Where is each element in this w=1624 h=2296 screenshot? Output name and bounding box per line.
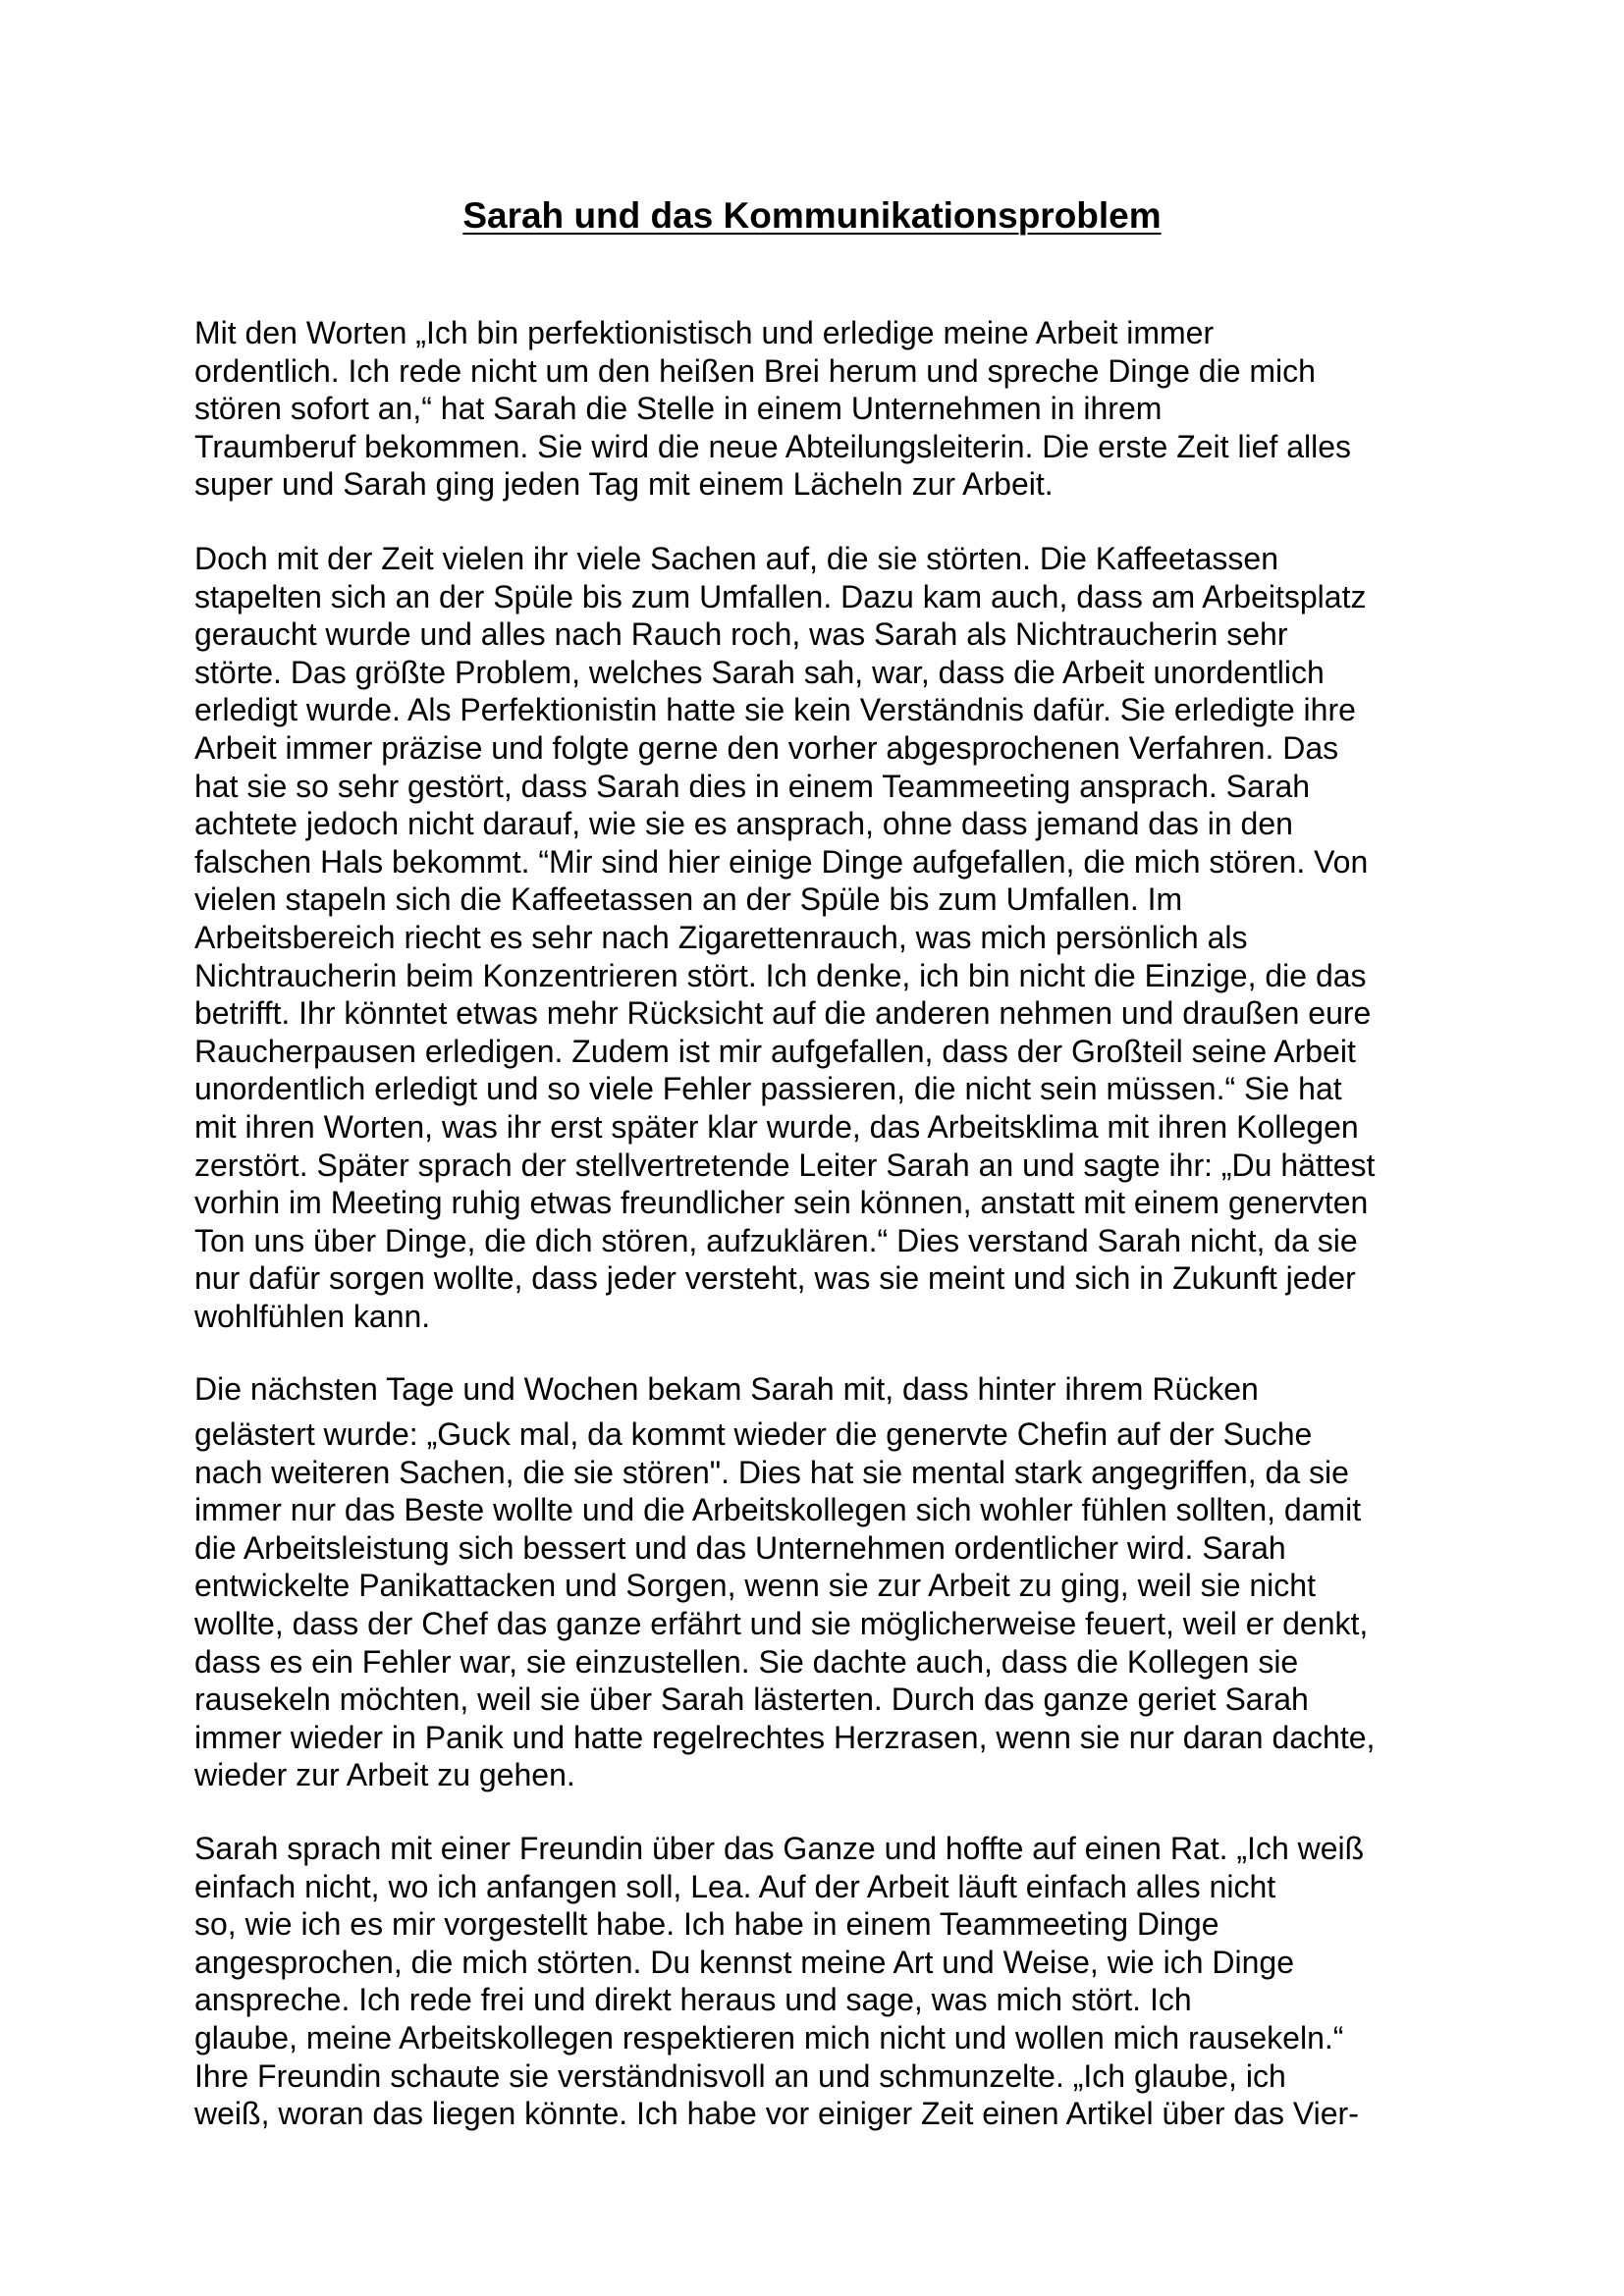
- text-line: Traumberuf bekommen. Sie wird die neue Abteilungsleiterin. Die erste Zeit lief alles: [194, 428, 1352, 464]
- text-line: einfach nicht, wo ich anfangen soll, Lea. Auf der Arbeit läuft einfach alles nicht: [194, 1868, 1276, 1904]
- text-line: geraucht wurde und alles nach Rauch roch, was Sarah als Nichtraucherin sehr: [194, 616, 1288, 653]
- text-line: falschen Hals bekommt. “Mir sind hier einige Dinge aufgefallen, die mich stören. Von: [194, 843, 1369, 880]
- text-line: Ton uns über Dinge, die dich stören, aufzuklären.“ Dies verstand Sarah nicht, da sie: [194, 1222, 1358, 1258]
- text-line: nur dafür sorgen wollte, dass jeder versteht, was sie meint und sich in Zukunft jeder: [194, 1260, 1356, 1297]
- text-line: betrifft. Ihr könntet etwas mehr Rücksicht auf die anderen nehmen und draußen eure: [194, 995, 1372, 1032]
- text-line: Die nächsten Tage und Wochen bekam Sarah mit, dass hinter ihrem Rücken: [194, 1371, 1259, 1407]
- text-line: stören sofort an,“ hat Sarah die Stelle in einem Unternehmen in ihrem: [194, 391, 1163, 427]
- text-line: zerstört. Später sprach der stellvertretende Leiter Sarah an und sagte ihr: „Du hättest: [194, 1147, 1376, 1183]
- text-line: super und Sarah ging jeden Tag mit einem Lächeln zur Arbeit.: [194, 466, 1054, 503]
- text-line: gelästert wurde: „Guck mal, da kommt wieder die genervte Chefin auf der Suche: [194, 1416, 1313, 1452]
- text-line: anspreche. Ich rede frei und direkt heraus und sage, was mich stört. Ich: [194, 1982, 1192, 2018]
- text-line: vorhin im Meeting ruhig etwas freundlicher sein können, anstatt mit einem genervten: [194, 1185, 1369, 1221]
- text-line: angesprochen, die mich störten. Du kennst meine Art und Weise, wie ich Dinge: [194, 1944, 1294, 1980]
- text-line: entwickelte Panikattacken und Sorgen, wenn sie zur Arbeit zu ging, weil sie nicht: [194, 1568, 1316, 1604]
- paragraph-2: [194, 540, 1451, 1335]
- text-line: die Arbeitsleistung sich bessert und das Unternehmen ordentlicher wird. Sarah: [194, 1529, 1286, 1566]
- text-line: dass es ein Fehler war, sie einzustellen. Sie dachte auch, dass die Kollegen sie: [194, 1643, 1299, 1680]
- text-line: hat sie so sehr gestört, dass Sarah dies in einem Teammeeting ansprach. Sarah: [194, 768, 1311, 804]
- text-line: unordentlich erledigt und so viele Fehler passieren, die nicht sein müssen.“ Sie hat: [194, 1071, 1342, 1107]
- text-line: Arbeitsbereich riecht es sehr nach Zigarettenrauch, was mich persönlich als: [194, 919, 1248, 955]
- text-line: so, wie ich es mir vorgestellt habe. Ich habe in einem Teammeeting Dinge: [194, 1906, 1219, 1943]
- text-line: erledigt wurde. Als Perfektionistin hatte sie kein Verständnis dafür. Sie erledigte ihre: [194, 692, 1356, 728]
- text-line: störte. Das größte Problem, welches Sarah sah, war, dass die Arbeit unordentlich: [194, 654, 1325, 690]
- text-line: achtete jedoch nicht darauf, wie sie es ansprach, ohne dass jemand das in den: [194, 806, 1293, 842]
- text-line: glaube, meine Arbeitskollegen respektieren mich nicht und wollen mich rausekeln.“: [194, 2019, 1344, 2056]
- text-line: Sarah sprach mit einer Freundin über das Ganze und hoffte auf einen Rat. „Ich weiß: [194, 1831, 1365, 1866]
- text-line: Arbeit immer präzise und folgte gerne den vorher abgesprochenen Verfahren. Das: [194, 729, 1339, 766]
- paragraph-3: [194, 1415, 1451, 1794]
- text-line: rausekeln möchten, weil sie über Sarah lästerten. Durch das ganze geriet Sarah: [194, 1682, 1309, 1718]
- text-line: Raucherpausen erledigen. Zudem ist mir aufgefallen, dass der Großteil seine Arbeit: [194, 1033, 1356, 1069]
- text-line: weiß, woran das liegen könnte. Ich habe vor einiger Zeit einen Artikel über das Vier-: [194, 2096, 1359, 2132]
- text-line: wollte, dass der Chef das ganze erfährt und sie möglicherweise feuert, weil er denkt,: [194, 1605, 1369, 1641]
- text-line: mit ihren Worten, was ihr erst später klar wurde, das Arbeitsklima mit ihren Kollegen: [194, 1108, 1359, 1145]
- text-line: wohlfühlen kann.: [194, 1298, 431, 1334]
- paragraph-3-first-line: [194, 1370, 1451, 1409]
- text-line: Doch mit der Zeit vielen ihr viele Sachen auf, die sie störten. Die Kaffeetassen: [194, 541, 1278, 576]
- text-line: ordentlich. Ich rede nicht um den heißen Brei herum und spreche Dinge die mich: [194, 352, 1316, 389]
- text-line: Nichtraucherin beim Konzentrieren stört. Ich denke, ich bin nicht die Einzige, die das: [194, 957, 1367, 993]
- text-line: Mit den Worten „Ich bin perfektionistisch und erledige meine Arbeit immer: [194, 315, 1215, 350]
- text-line: immer wieder in Panik und hatte regelrechtes Herzrasen, wenn sie nur daran dachte,: [194, 1719, 1376, 1755]
- paragraph-1: [194, 314, 1451, 504]
- text-line: wieder zur Arbeit zu gehen.: [194, 1757, 575, 1793]
- text-line: vielen stapeln sich die Kaffeetassen an der Spüle bis zum Umfallen. Im: [194, 881, 1183, 918]
- paragraph-4: [194, 1830, 1451, 2133]
- text-line: nach weiteren Sachen, die sie stören". Dies hat sie mental stark angegriffen, da sie: [194, 1454, 1349, 1490]
- text-line: immer nur das Beste wollte und die Arbeitskollegen sich wohler fühlen sollten, damit: [194, 1492, 1362, 1528]
- text-line: stapelten sich an der Spüle bis zum Umfallen. Dazu kam auch, dass am Arbeitsplatz: [194, 578, 1367, 614]
- document-title: Sarah und das Kommunikationsproblem: [462, 195, 1162, 236]
- text-line: Ihre Freundin schaute sie verständnisvoll an und schmunzelte. „Ich glaube, ich: [194, 2057, 1286, 2094]
